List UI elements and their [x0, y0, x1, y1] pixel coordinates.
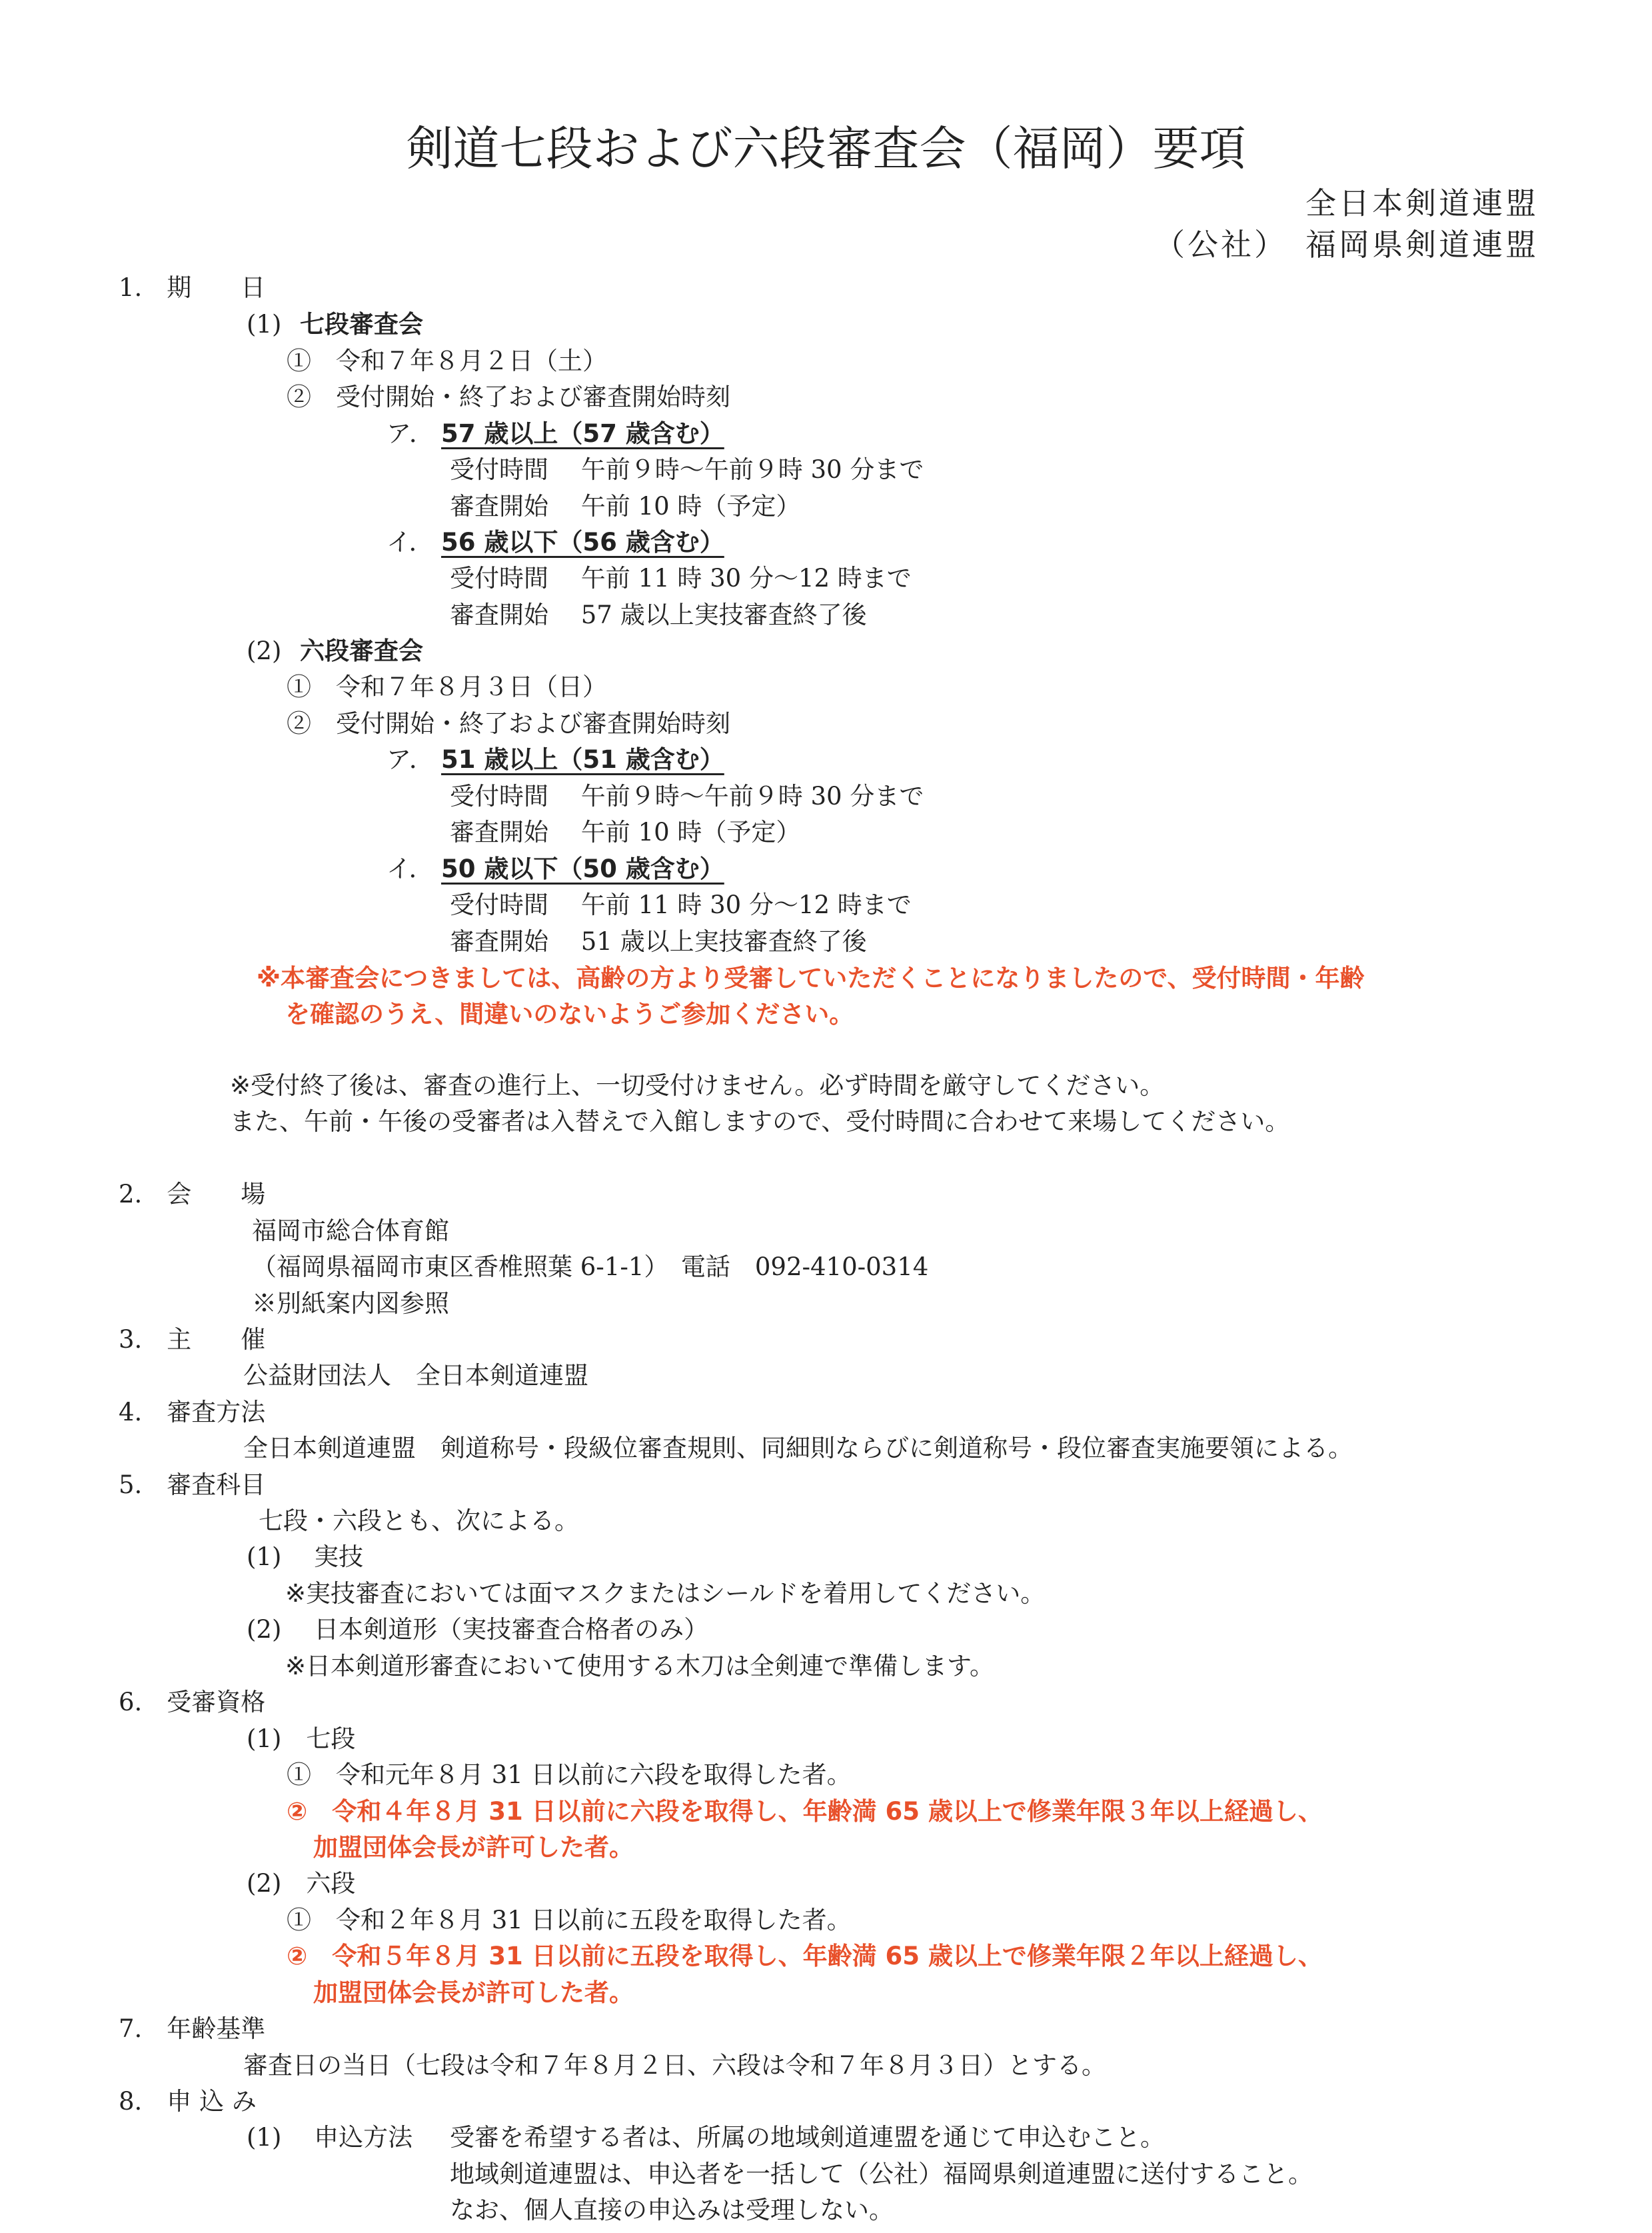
venue-address: （福岡県福岡市東区香椎照葉 6-1-1） 電話 092-410-0314: [252, 1252, 929, 1281]
section-7-heading: 7. 年齢基準: [119, 2014, 266, 2043]
section-4-heading: 4. 審査方法: [119, 1398, 266, 1426]
application-method-line-3: なお、個人直接の申込みは受理しない。: [450, 2196, 894, 2224]
s1-part2-i-start: 審査開始 51 歳以上実技審査終了後: [450, 927, 867, 956]
organizer-name-2: （公社） 福岡県剣道連盟: [1154, 227, 1539, 263]
section-1-heading: 1. 期 日: [119, 273, 266, 302]
subject-2: (2) 日本剣道形（実技審査合格者のみ）: [247, 1615, 709, 1644]
reception-notice-line-2: また、午前・午後の受審者は入替えで入館しますので、受付時間に合わせて来場してください。: [230, 1107, 1290, 1136]
application-method-line-2: 地域剣道連盟は、申込者を一括して（公社）福岡県剣道連盟に送付すること。: [450, 2160, 1313, 2188]
s1-part2-i-title: 50 歳以下（50 歳含む）: [441, 855, 724, 883]
s1-part1-number: (1): [247, 310, 282, 339]
subjects-intro: 七段・六段とも、次による。: [259, 1506, 579, 1535]
subject-1-note: ※実技審査においては面マスクまたはシールドを着用してください。: [285, 1579, 1046, 1608]
section-3-heading: 3. 主 催: [119, 1325, 266, 1354]
s1-part1-date: ① 令和７年８月２日（土）: [287, 347, 607, 375]
s1-part2-i-mark: イ．: [387, 855, 434, 883]
s1-part2-i-reception: 受付時間 午前 11 時 30 分～12 時まで: [450, 891, 912, 919]
eligibility-7dan-2-line-1: ② 令和４年８月 31 日以前に六段を取得し、年齢満 65 歳以上で修業年限３年以上経過し、: [287, 1797, 1323, 1826]
s1-part1-i-reception: 受付時間 午前 11 時 30 分～12 時まで: [450, 564, 912, 593]
venue-map-note: ※別紙案内図参照: [252, 1289, 449, 1318]
reception-notice-line-1: ※受付終了後は、審査の進行上、一切受付けません。必ず時間を厳守してください。: [230, 1071, 1165, 1100]
subject-2-note: ※日本剣道形審査において使用する木刀は全剣連で準備します。: [285, 1652, 995, 1680]
s1-part2-title: 六段審査会: [300, 637, 423, 665]
s1-part2-a-start: 審査開始 午前 10 時（予定）: [450, 818, 801, 847]
section-6-heading: 6. 受審資格: [119, 1688, 266, 1716]
s1-part2-a-reception: 受付時間 午前９時～午前９時 30 分まで: [450, 782, 924, 811]
elderly-notice-line-2: を確認のうえ、間違いのないようご参加ください。: [285, 1000, 854, 1029]
s1-part1-i-title: 56 歳以下（56 歳含む）: [441, 528, 724, 557]
section-8-heading: 8. 申 込 み: [119, 2087, 257, 2116]
section-2-heading: 2. 会 場: [119, 1180, 266, 1208]
subject-1: (1) 実技: [247, 1542, 364, 1571]
s1-part2-schedule: ② 受付開始・終了および審査開始時刻: [287, 709, 730, 738]
eligibility-6dan-2-line-1: ② 令和５年８月 31 日以前に五段を取得し、年齢満 65 歳以上で修業年限２年以上経過し、: [287, 1942, 1323, 1970]
venue-name: 福岡市総合体育館: [252, 1216, 449, 1245]
s1-part1-a-mark: ア．: [387, 419, 434, 448]
s1-part1-schedule: ② 受付開始・終了および審査開始時刻: [287, 383, 730, 411]
s1-part1-title: 七段審査会: [300, 310, 423, 339]
application-method-label: (1) 申込方法: [247, 2123, 413, 2152]
s1-part1-a-start: 審査開始 午前 10 時（予定）: [450, 492, 801, 521]
section-5-heading: 5. 審査科目: [119, 1470, 266, 1499]
organizer-body: 公益財団法人 全日本剣道連盟: [243, 1361, 588, 1390]
eligibility-7dan-2-line-2: 加盟団体会長が許可した者。: [313, 1833, 634, 1862]
eligibility-6dan: (2) 六段: [247, 1869, 356, 1898]
application-method-line-1: 受審を希望する者は、所属の地域剣道連盟を通じて申込むこと。: [450, 2123, 1165, 2152]
eligibility-6dan-2-line-2: 加盟団体会長が許可した者。: [313, 1978, 634, 2007]
s1-part2-number: (2): [247, 637, 282, 665]
page-title: 剣道七段および六段審査会（福岡）要項: [406, 121, 1246, 176]
organizer-name-1: 全日本剣道連盟: [1305, 185, 1539, 221]
s1-part2-a-mark: ア．: [387, 745, 434, 774]
s1-part1-i-mark: イ．: [387, 528, 434, 557]
s1-part2-date: ① 令和７年８月３日（日）: [287, 673, 607, 701]
eligibility-7dan-1: ① 令和元年８月 31 日以前に六段を取得した者。: [287, 1760, 852, 1789]
elderly-notice-line-1: ※本審査会につきましては、高齢の方より受審していただくことになりましたので、受付時間・年齢: [257, 964, 1365, 993]
s1-part1-a-title: 57 歳以上（57 歳含む）: [441, 419, 724, 448]
eligibility-6dan-1: ① 令和２年８月 31 日以前に五段を取得した者。: [287, 1906, 852, 1934]
exam-method-body: 全日本剣道連盟 剣道称号・段級位審査規則、同細則ならびに剣道称号・段位審査実施要領による。: [243, 1434, 1353, 1462]
s1-part2-a-title: 51 歳以上（51 歳含む）: [441, 745, 724, 774]
s1-part1-a-reception: 受付時間 午前９時～午前９時 30 分まで: [450, 455, 924, 484]
s1-part1-i-start: 審査開始 57 歳以上実技審査終了後: [450, 601, 867, 629]
age-basis-body: 審査日の当日（七段は令和７年８月２日、六段は令和７年８月３日）とする。: [243, 2051, 1106, 2080]
eligibility-7dan: (1) 七段: [247, 1724, 356, 1753]
